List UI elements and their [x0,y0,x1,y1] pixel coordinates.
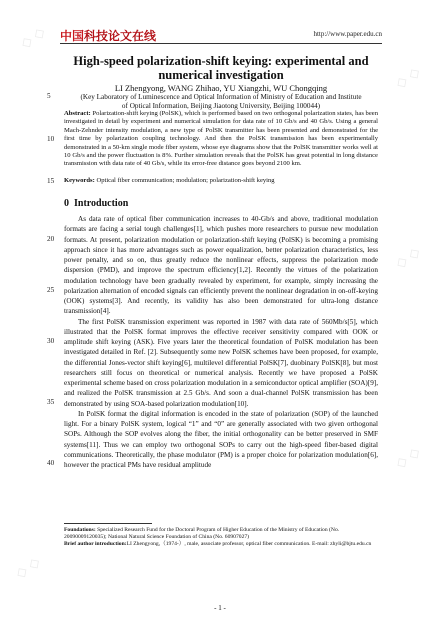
section-number: 0 [64,198,69,209]
affiliation [60,93,382,112]
author-list: LI Zhengyong, WANG Zhihao, YU Xiangzhi, WU Chongqing [114,83,328,93]
footnote-divider [64,523,152,524]
abstract [64,110,378,169]
line-number: 25 [47,286,55,294]
site-logo[interactable] [60,27,156,44]
author-note-text: LI Zhengyong,（1974-）, male, associate professor, optical fiber communication. E-mail: zhyli@bjtu.edu.cn [126,541,372,548]
line-number: 5 [47,92,51,100]
body-paragraph: As data rate of optical fiber communication increases to 40-Gb/s and above, traditional modulation formats are facing a serial tough challenges[1], which pushes more researchers to pursue new modulation formats. At present, polarization modulation or polarization-shift keying (PolSK) is becoming a promising approach since it has more advantages such as power equalization, better polarization characteristics, less power penalty, and so on, thus greatly reduce the nonlinear effects, suppress the polarization mode dispersion (PMD), and improve the spectrum efficiency[1,2]. Recently the virtues of the polarization modulation technology have been gradually revealed by experiment, for example, simply increasing the polarization alternation of encoded signals can efficiently prevent the nonlinear degradation in on-off-keying (OOK) systems[3]. And recently, its validity has also been demonstrated for ultra-long distance transmission[4]. [64,215,378,316]
watermark-mark: ◇ ◇ [392,243,424,273]
paper-title [60,54,382,82]
affiliation-line: (Key Laboratory of Luminescence and Optical Information of Ministry of Education and Institute [80,93,362,101]
foundations-note [64,527,378,541]
keywords-label: Keywords: [64,177,95,184]
section-title: Introduction [74,198,129,209]
watermark-mark: ◇ ◇ [392,443,424,473]
title-line: numerical investigation [158,68,284,82]
site-url[interactable]: http://www.paper.edu.cn [313,30,382,38]
logo-part1: 中国 [60,29,85,43]
title-line: High-speed polarization-shift keying: experimental and [73,54,369,68]
author-note-label: Brief author introduction: [64,541,127,548]
watermark-mark: ◇ ◇ [392,63,424,93]
body-paragraph: The first PolSK transmission experiment was reported in 1987 with data rate of 560Mb/s[5], which illustrated that the PolSK format improves the effective receiver sensitivity compared with OOK or amplitude shift keying (ASK). Five years later the theoretical foundation of PolSK modulation has been investigated detailed in Ref. [2]. Subsequently some new PolSK schemes have been proposed, for example, the differential Jones-vector shift keying[6], multilevel differential PolSK[7], duobinary PolSK[8], but most researchers still focus on theoretical or numerical analysis. Recently we have proposed a PolSK experimental scheme based on cross polarization modulation in a semiconductor optical amplifier (SOA)[9], and realized the PolSK transmission at 2.5 Gb/s. And soon a dual-channel PolSK transmission has been demonstrated by using SOA-based polarization modulation[10]. [64,317,378,408]
keywords-text: Optical fiber communication; modulation; polarization-shift keying [96,177,275,184]
foundations-label: Foundations: [64,527,96,533]
page-header [60,27,382,44]
line-number: 35 [47,398,55,406]
line-number: 10 [47,135,55,143]
section-body [64,214,378,470]
line-number: 20 [47,235,55,243]
abstract-text: Polarization-shift keying (PolSK), which is performed based on two orthogonal polarization states, has been investigated in detail by experiment and numerical simulation for data rate of 10 Gb/s and 40 Gb/s. Using a general Mach-Zehnder intensity modulation, a new type of PolSK transmitter has been presented and demonstrated for the first time by polarization coupling technology. And then the PolSK transmission has been experimentally demonstrated in a 50-km single mode fiber system, whose eye diagrams show that the PolSK transmitter works well at 10 Gb/s and the power fluctuation is 8%. Further simulation reveals that the PolSK has great potential in long distance transmission with data rate of 40 Gb/s, while its error-free distance goes beyond 2100 km. [64,110,379,168]
logo-part2: 科技论文在线 [84,29,157,43]
watermark-mark: ◇ ◇ [17,23,49,53]
foundations-text: Specialized Research Fund for the Doctoral Program of Higher Education of the Ministry of Education (No. 20090009120035); National Natural Science Foundation of China (No. 60907027) [64,527,340,541]
line-number: 30 [47,337,55,345]
author-note [64,541,378,548]
keywords [64,177,378,185]
page-number: - 1 - [214,604,226,612]
line-number: 40 [47,459,55,467]
section-heading [64,198,128,209]
body-paragraph: In PolSK format the digital information is encoded in the state of polarization (SOP) of the launched light. For a binary PolSK system, logical “1” and “0” are generally associated with two given orthogonal SOPs. Although the SOP evolves along the fiber, the initial orthogonality can be better preserved in SMF systems[11]. Thus we can employ two orthogonal SOPs to carry out the high-speed fiber-based digital communications. Theoretically, the phase modulator (PM) is a proper choice for polarization modulation[6], however the practical PMs have residual amplitude [64,409,378,469]
footnotes [64,527,378,549]
watermark-mark: ◇ ◇ [12,553,44,583]
abstract-label: Abstract: [64,110,91,117]
line-number: 15 [47,177,55,185]
affiliation-line: of Optical Information, Beijing Jiaotong University, Beijing 100044) [121,102,321,111]
